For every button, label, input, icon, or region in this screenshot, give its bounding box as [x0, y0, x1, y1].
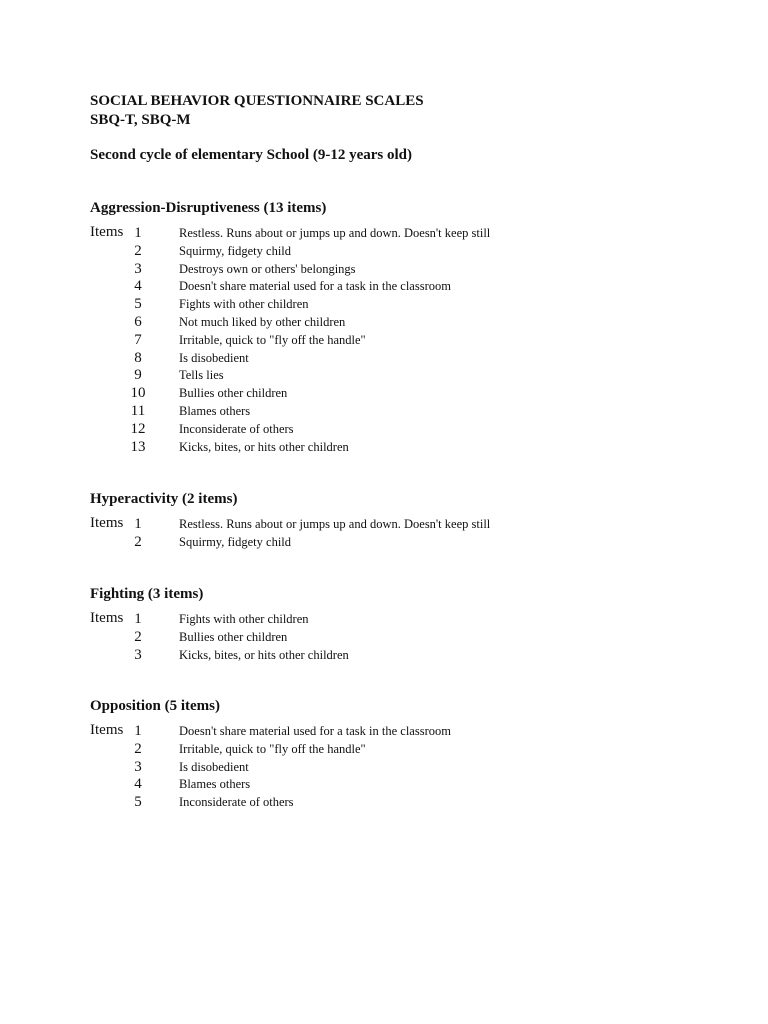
- scale-heading: Hyperactivity (2 items): [90, 491, 238, 507]
- item-row: [0, 740, 768, 758]
- item-description: Restless. Runs about or jumps up and down. Doesn't keep still: [179, 517, 491, 531]
- item-description: Doesn't share material used for a task in the classroom: [179, 279, 451, 294]
- item-number: 9: [134, 367, 142, 384]
- item-description: Irritable, quick to "fly off the handle": [179, 741, 366, 756]
- scale-heading: Fighting (3 items): [90, 586, 204, 602]
- items-label: Items: [90, 610, 124, 626]
- item-description: Doesn't share material used for a task in the classroom: [179, 724, 451, 738]
- item-description: Not much liked by other children: [179, 315, 346, 329]
- item-description: Blames others: [179, 404, 251, 418]
- item-description: Inconsiderate of others: [179, 421, 294, 436]
- document-subtitle: Second cycle of elementary School (9-12 years old): [90, 147, 413, 163]
- item-number: 3: [134, 646, 142, 663]
- item-number: 3: [134, 260, 142, 277]
- item-row: [0, 277, 768, 295]
- item-row: [0, 628, 768, 646]
- scale-heading: Aggression-Disruptiveness (13 items): [90, 200, 327, 216]
- item-description: Irritable, quick to "fly off the handle": [179, 332, 366, 347]
- item-number: 3: [134, 758, 142, 775]
- item-row: [0, 775, 768, 793]
- item-row: [0, 438, 768, 456]
- item-number: 5: [134, 296, 142, 313]
- item-row: [0, 349, 768, 367]
- item-number: 7: [134, 331, 142, 348]
- item-row: [0, 793, 768, 811]
- item-description: Restless. Runs about or jumps up and down. Doesn't keep still: [179, 226, 491, 240]
- items-label: Items: [90, 515, 124, 531]
- item-row: [0, 295, 768, 313]
- item-description: Inconsiderate of others: [179, 795, 294, 810]
- item-description: Destroys own or others' belongings: [179, 261, 356, 276]
- item-description: Is disobedient: [179, 350, 249, 365]
- item-number: 1: [134, 516, 142, 532]
- item-row: [0, 533, 768, 551]
- item-number: 5: [134, 794, 142, 811]
- item-row: [0, 402, 768, 420]
- items-label: Items: [90, 722, 124, 738]
- item-row: [0, 313, 768, 331]
- item-description: Bullies other children: [179, 629, 288, 644]
- item-row: [0, 758, 768, 776]
- item-row: [0, 420, 768, 438]
- item-number: 6: [134, 314, 142, 330]
- document-title-line-2: SBQ-T, SBQ-M: [90, 112, 191, 128]
- item-description: Tells lies: [179, 368, 224, 383]
- item-description: Kicks, bites, or hits other children: [179, 439, 349, 454]
- item-number: 4: [134, 278, 142, 295]
- item-description: Fights with other children: [179, 297, 309, 312]
- item-description: Kicks, bites, or hits other children: [179, 647, 349, 662]
- item-row: [0, 242, 768, 260]
- item-number: 2: [134, 740, 142, 757]
- item-description: Squirmy, fidgety child: [179, 534, 292, 549]
- item-number: 12: [130, 420, 146, 437]
- item-description: Blames others: [179, 777, 251, 792]
- item-description: Squirmy, fidgety child: [179, 243, 292, 258]
- item-number: 2: [134, 533, 142, 550]
- item-number: 1: [134, 723, 142, 739]
- item-row: [0, 224, 768, 242]
- item-row: [0, 646, 768, 664]
- scale-heading: Opposition (5 items): [90, 698, 221, 714]
- item-number: 1: [134, 611, 142, 627]
- item-number: 8: [134, 349, 142, 366]
- item-row: [0, 384, 768, 402]
- item-row: [0, 515, 768, 533]
- item-number: 13: [130, 438, 146, 455]
- item-number: 4: [134, 776, 142, 793]
- item-row: [0, 722, 768, 740]
- item-description: Fights with other children: [179, 612, 309, 626]
- item-row: [0, 260, 768, 278]
- item-number: 2: [134, 628, 142, 645]
- item-row: [0, 331, 768, 349]
- items-label: Items: [90, 224, 124, 240]
- item-row: [0, 610, 768, 628]
- item-number: 11: [130, 403, 146, 419]
- item-number: 1: [134, 225, 142, 241]
- item-description: Bullies other children: [179, 386, 288, 401]
- document-title-line-1: SOCIAL BEHAVIOR QUESTIONNAIRE SCALES: [90, 93, 424, 109]
- item-number: 2: [134, 242, 142, 259]
- item-description: Is disobedient: [179, 759, 249, 774]
- item-number: 10: [130, 385, 146, 402]
- item-row: [0, 366, 768, 384]
